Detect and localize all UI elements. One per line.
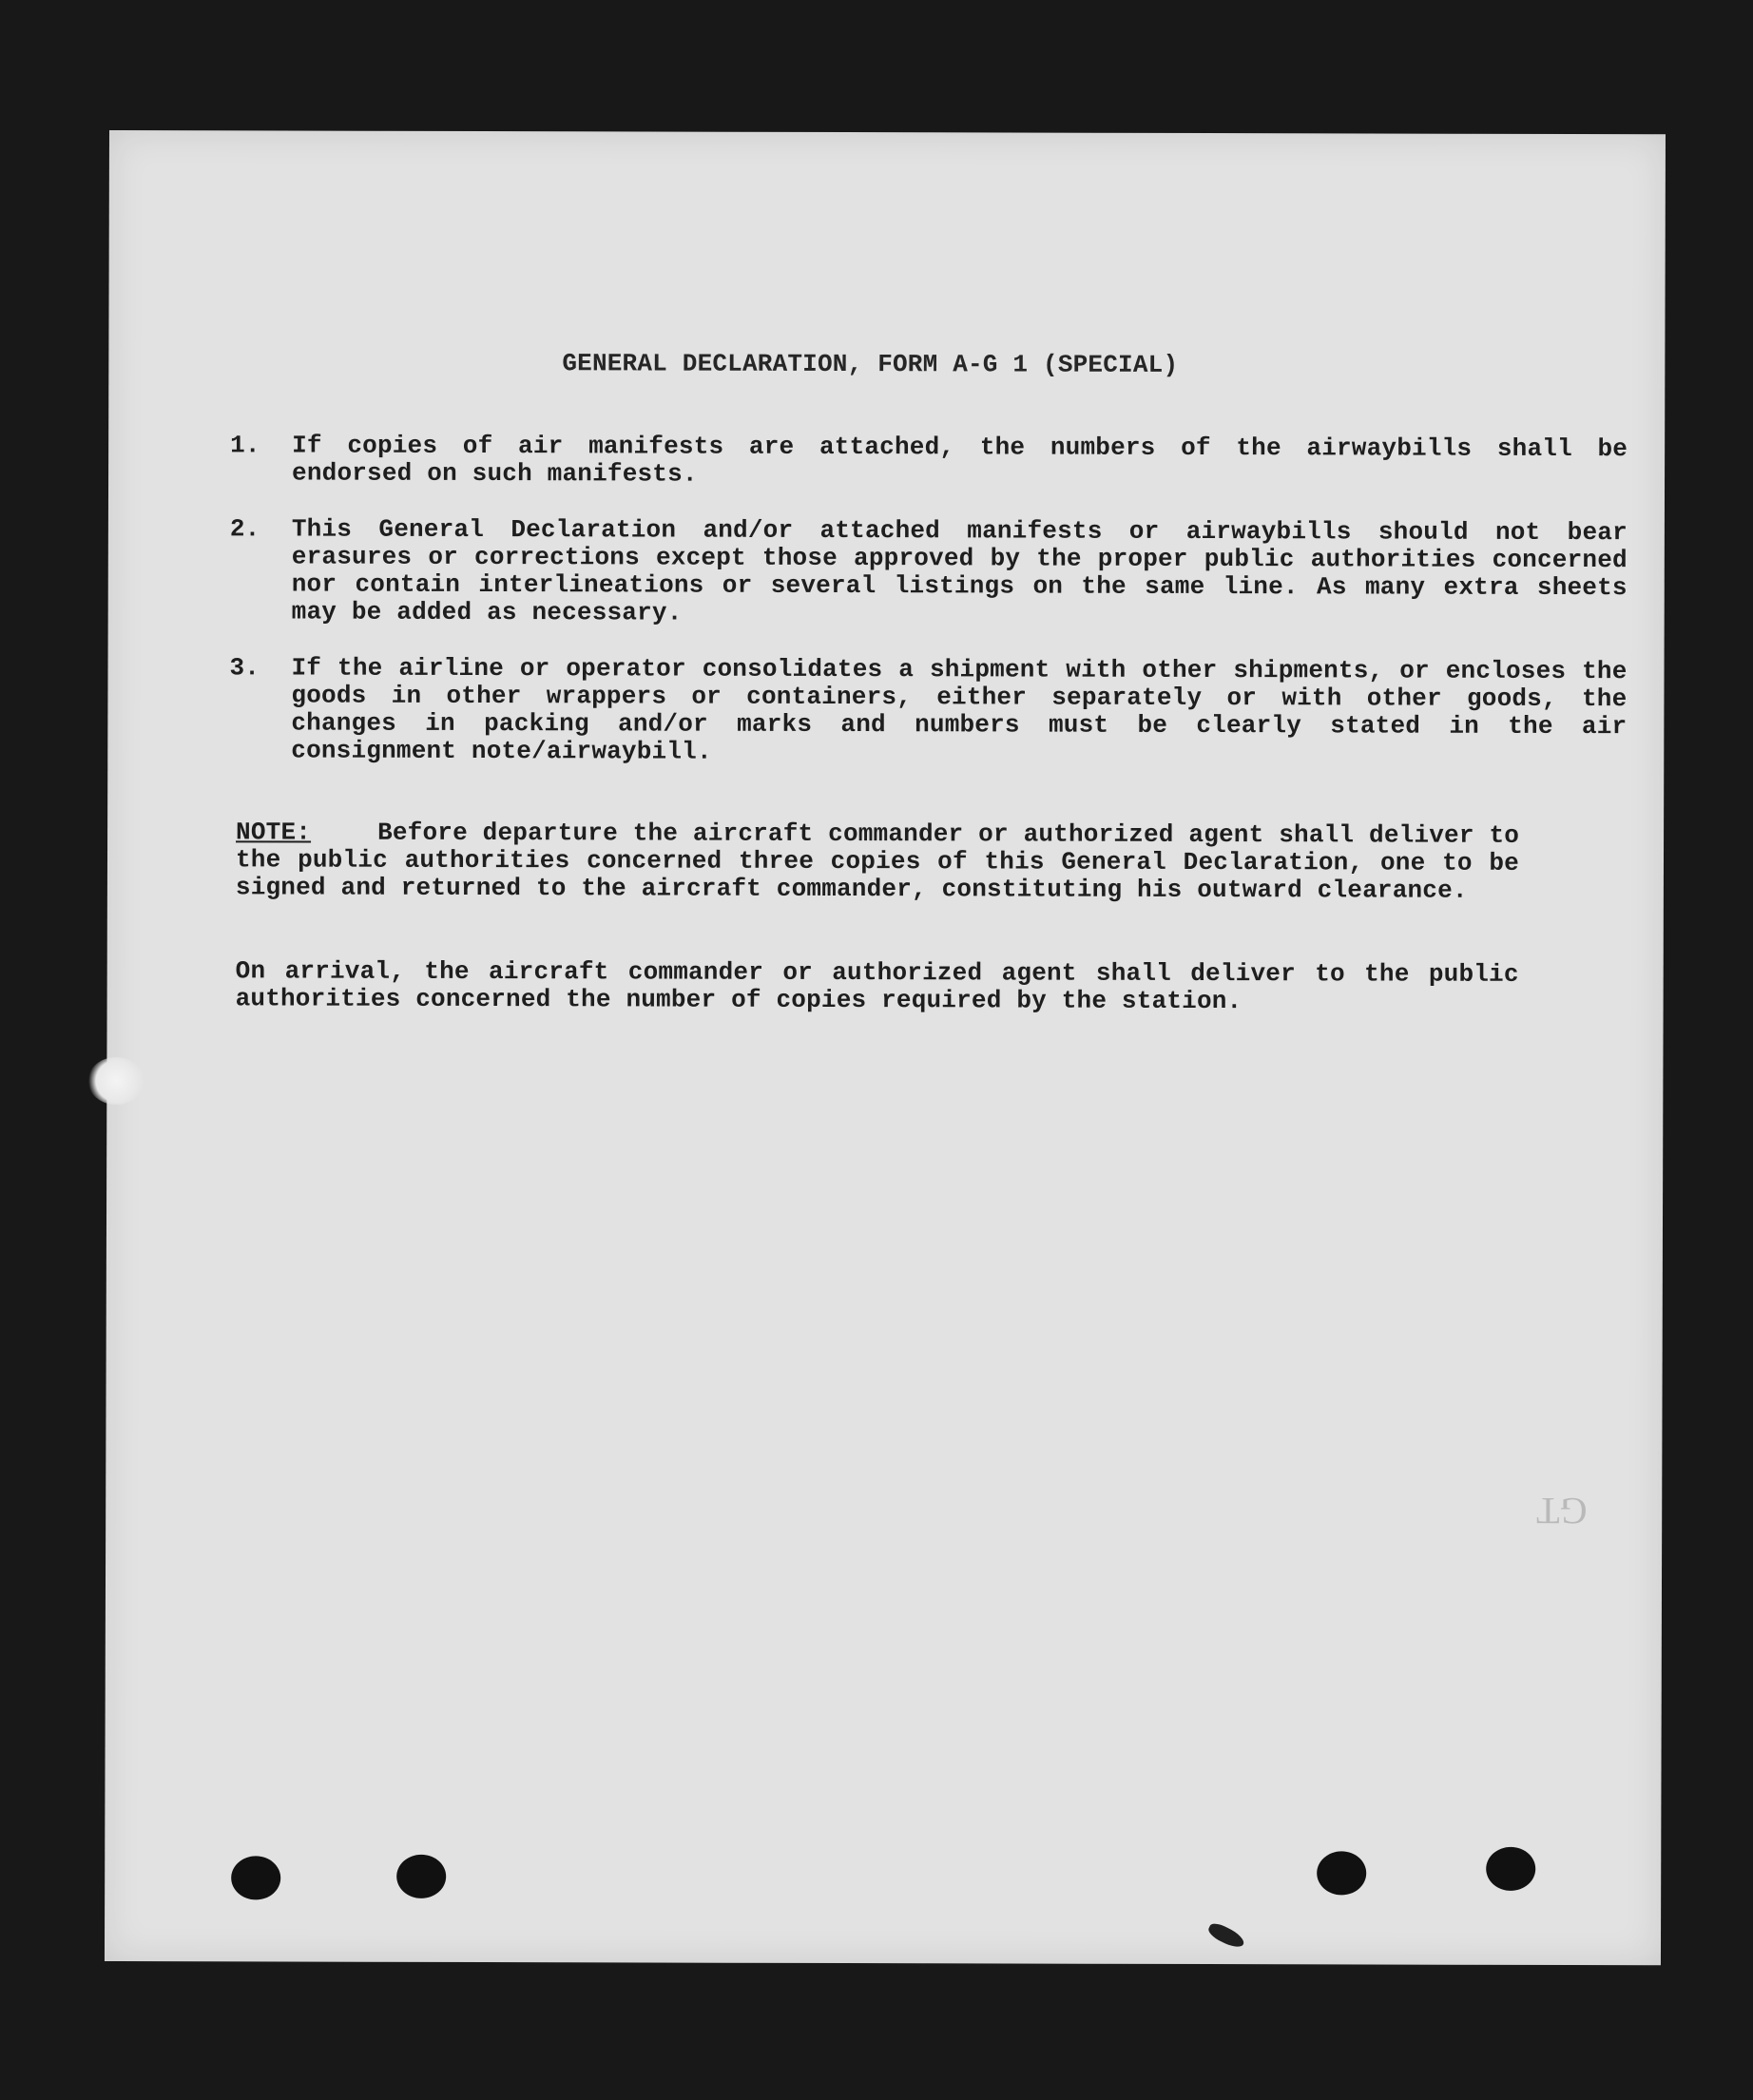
document-page bbox=[105, 130, 1666, 1965]
paper-blemish bbox=[87, 1057, 144, 1105]
punch-hole-right-2 bbox=[1486, 1847, 1535, 1891]
note-label: NOTE: bbox=[236, 818, 312, 847]
punch-hole-left-1 bbox=[231, 1856, 280, 1899]
page-title: GENERAL DECLARATION, FORM A-G 1 (SPECIAL) bbox=[562, 349, 1179, 379]
list-item-3 bbox=[229, 654, 1627, 768]
list-item-text: If copies of air manifests are attached, the numbers of the airwaybills shall be endorsed on such manifests. bbox=[292, 431, 1628, 489]
list-item-text: If the airline or operator consolidates a shipment with other shipments, or encloses the goods in other wrappers or containers, either separately or with other goods, the changes in packing and/or marks and numbers must be clearly stated in the air consignment note/airwaybill. bbox=[291, 653, 1628, 766]
arrival-paragraph: On arrival, the aircraft commander or authorized agent shall deliver to the public authorities concerned the number of copies required by the station. bbox=[235, 956, 1519, 1016]
punch-hole-left-2 bbox=[396, 1855, 446, 1898]
list-item-number: 1. bbox=[230, 431, 260, 460]
list-item-1 bbox=[230, 432, 1628, 491]
list-item-number: 2. bbox=[229, 514, 260, 544]
punch-hole-right-1 bbox=[1317, 1851, 1366, 1895]
bleed-through-mark: GT bbox=[1536, 1489, 1588, 1533]
note-paragraph bbox=[236, 819, 1519, 905]
list-item-number: 3. bbox=[229, 653, 260, 683]
list-item-2 bbox=[230, 515, 1628, 629]
ink-smudge bbox=[1206, 1920, 1247, 1950]
note-text: Before departure the aircraft commander or authorized agent shall deliver to the public authorities concerned three copies of this General Declaration, one to be signed and returned to the aircraft commander, constituting his outward clearance. bbox=[235, 818, 1520, 905]
list-item-text: This General Declaration and/or attached manifests or airwaybills should not bear erasures or corrections except those approved by the proper public authorities concerned nor contain interlineations or several listings on the same line. As many extra sheets may be added as necessary. bbox=[291, 514, 1628, 627]
